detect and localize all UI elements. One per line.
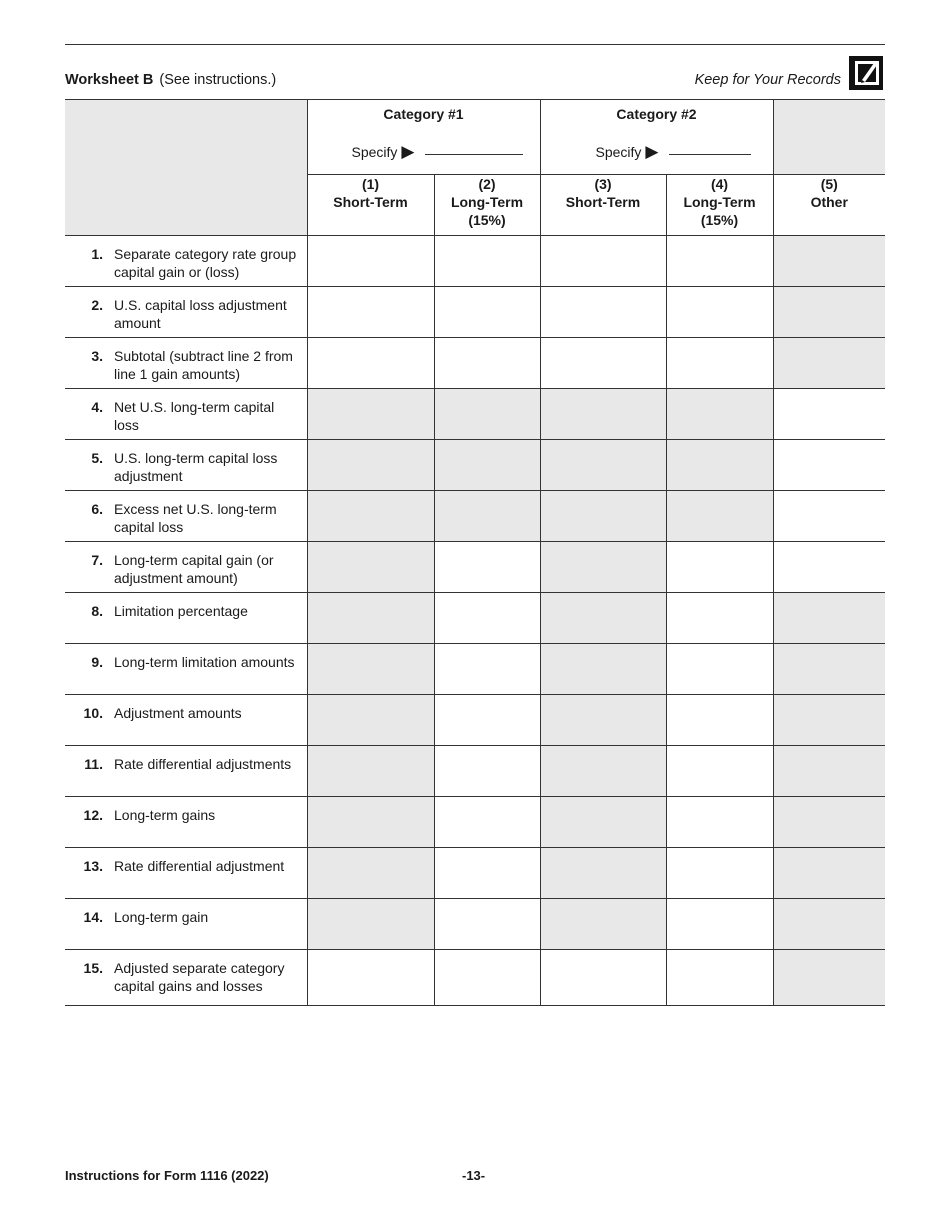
line-label-cell [65,644,307,695]
worksheet-header [65,72,841,92]
shaded-cell [540,389,666,440]
line-label-cell [65,746,307,797]
shaded-cell [307,542,434,593]
category-2-specify [541,142,773,162]
entry-cell-col-4[interactable] [666,236,773,287]
line-number: 9. [91,654,103,670]
shaded-cell [307,797,434,848]
category-1-specify-field[interactable] [425,154,523,155]
line-label [65,542,307,587]
line-label [65,899,307,926]
line-text: Excess net U.S. long-term capital loss [114,501,277,535]
shaded-cell [307,746,434,797]
entry-cell-col-5[interactable] [773,542,885,593]
line-number: 15. [83,960,103,976]
line-number: 8. [91,603,103,619]
line-label [65,848,307,875]
entry-cell-col-3[interactable] [540,950,666,1006]
entry-cell-col-3[interactable] [540,236,666,287]
category-2-title: Category #2 [616,106,697,122]
shaded-cell [773,644,885,695]
shaded-cell [540,797,666,848]
entry-cell-col-1[interactable] [307,287,434,338]
shaded-cell [307,695,434,746]
entry-cell-col-2[interactable] [434,695,540,746]
line-label [65,746,307,773]
category-2-specify-field[interactable] [669,154,751,155]
shaded-cell [540,593,666,644]
line-label-cell [65,236,307,287]
entry-cell-col-2[interactable] [434,899,540,950]
entry-cell-col-5[interactable] [773,491,885,542]
other-header-blank [773,100,885,175]
line-label-cell [65,287,307,338]
shaded-cell [773,950,885,1006]
category-1-specify [308,142,540,162]
line-number: 13. [83,858,103,874]
line-label [65,695,307,722]
line-label [65,950,307,995]
shaded-cell [434,389,540,440]
entry-cell-col-4[interactable] [666,848,773,899]
table-row [65,389,885,440]
entry-cell-col-2[interactable] [434,797,540,848]
line-text: U.S. long-term capital loss adjustment [114,450,278,484]
line-number: 2. [91,297,103,313]
line-label-cell [65,338,307,389]
line-label [65,389,307,434]
line-label [65,797,307,824]
line-text: U.S. capital loss adjustment amount [114,297,287,331]
entry-cell-col-1[interactable] [307,950,434,1006]
header-row-categories [65,100,885,175]
line-text: Subtotal (subtract line 2 from line 1 gain amounts) [114,348,293,382]
category-1-title: Category #1 [383,106,464,122]
shaded-cell [773,287,885,338]
entry-cell-col-2[interactable] [434,593,540,644]
entry-cell-col-4[interactable] [666,899,773,950]
line-text: Long-term capital gain (or adjustment amount) [114,552,274,586]
specify-label: Specify [351,144,398,160]
category-2-header [540,100,773,175]
line-label [65,491,307,536]
line-label-cell [65,542,307,593]
entry-cell-col-2[interactable] [434,287,540,338]
table-row [65,542,885,593]
entry-cell-col-2[interactable] [434,644,540,695]
entry-cell-col-2[interactable] [434,848,540,899]
table-row [65,287,885,338]
line-number: 1. [91,246,103,262]
shaded-cell [773,338,885,389]
line-label [65,644,307,671]
table-row [65,593,885,644]
line-text: Separate category rate group capital gain or (loss) [114,246,297,280]
footer-page-number: -13- [462,1168,486,1183]
shaded-cell [773,695,885,746]
shaded-cell [307,644,434,695]
top-rule [65,44,885,45]
shaded-cell [773,797,885,848]
line-label-cell [65,899,307,950]
table-row [65,950,885,1006]
line-label-cell [65,440,307,491]
line-label [65,593,307,620]
table-row [65,797,885,848]
line-number: 11. [84,756,103,772]
pencil-icon [849,56,883,90]
line-text: Adjusted separate category capital gains and losses [114,960,285,994]
line-text: Net U.S. long-term capital loss [114,399,275,433]
line-text: Adjustment amounts [114,705,242,721]
table-row [65,491,885,542]
entry-cell-col-4[interactable] [666,287,773,338]
shaded-cell [666,440,773,491]
table-row [65,848,885,899]
table-row [65,236,885,287]
shaded-cell [666,491,773,542]
shaded-cell [773,746,885,797]
shaded-cell [540,848,666,899]
line-number: 3. [91,348,103,364]
line-number: 14. [83,909,103,925]
line-label-cell [65,593,307,644]
worksheet-table [65,99,885,1006]
table-row [65,338,885,389]
column-2-header: (2) Long-Term (15%) [434,175,540,236]
shaded-cell [540,899,666,950]
keep-for-records: Keep for Your Records [694,72,841,88]
entry-cell-col-2[interactable] [434,746,540,797]
entry-cell-col-4[interactable] [666,542,773,593]
entry-cell-col-5[interactable] [773,389,885,440]
line-label-cell [65,950,307,1006]
shaded-cell [540,542,666,593]
shaded-cell [434,491,540,542]
shaded-cell [307,848,434,899]
shaded-cell [773,848,885,899]
entry-cell-col-4[interactable] [666,746,773,797]
line-text: Long-term limitation amounts [114,654,295,670]
column-4-header: (4) Long-Term (15%) [666,175,773,236]
line-text: Long-term gain [114,909,209,925]
entry-cell-col-1[interactable] [307,338,434,389]
shaded-cell [307,593,434,644]
column-1-header: (1) Short-Term [307,175,434,236]
line-text: Rate differential adjustments [114,756,292,772]
entry-cell-col-4[interactable] [666,338,773,389]
shaded-cell [773,236,885,287]
entry-cell-col-4[interactable] [666,644,773,695]
line-number: 7. [91,552,103,568]
line-label-cell [65,695,307,746]
line-label [65,440,307,485]
shaded-cell [540,746,666,797]
line-number: 4. [91,399,103,415]
line-text: Rate differential adjustment [114,858,285,874]
shaded-cell [434,440,540,491]
triangle-right-icon: ▶ [401,142,415,161]
entry-cell-col-2[interactable] [434,338,540,389]
line-label [65,287,307,332]
line-label-cell [65,491,307,542]
line-label-cell [65,797,307,848]
table-row [65,899,885,950]
entry-cell-col-4[interactable] [666,695,773,746]
line-label [65,236,307,281]
entry-cell-col-4[interactable] [666,593,773,644]
entry-cell-col-2[interactable] [434,542,540,593]
shaded-cell [540,695,666,746]
entry-cell-col-1[interactable] [307,236,434,287]
worksheet-subtitle: (See instructions.) [159,72,277,88]
entry-cell-col-2[interactable] [434,950,540,1006]
entry-cell-col-4[interactable] [666,797,773,848]
line-number: 12. [83,807,103,823]
entry-cell-col-3[interactable] [540,338,666,389]
line-number: 6. [91,501,103,517]
table-row [65,440,885,491]
line-label-cell [65,848,307,899]
footer-form-name: Instructions for Form 1116 (2022) [65,1168,269,1183]
entry-cell-col-5[interactable] [773,440,885,491]
entry-cell-col-3[interactable] [540,287,666,338]
shaded-cell [307,440,434,491]
shaded-cell [307,389,434,440]
shaded-cell [773,899,885,950]
column-3-header: (3) Short-Term [540,175,666,236]
triangle-right-icon: ▶ [645,142,659,161]
table-row [65,644,885,695]
shaded-cell [773,593,885,644]
entry-cell-col-2[interactable] [434,236,540,287]
line-text: Limitation percentage [114,603,248,619]
category-1-header [307,100,540,175]
specify-label: Specify [595,144,642,160]
shaded-cell [540,491,666,542]
table-row [65,746,885,797]
worksheet-title: Worksheet B [65,72,154,88]
line-number: 5. [91,450,103,466]
shaded-cell [540,440,666,491]
entry-cell-col-4[interactable] [666,950,773,1006]
column-5-header: (5) Other [773,175,885,236]
shaded-cell [307,899,434,950]
line-text: Long-term gains [114,807,216,823]
shaded-cell [307,491,434,542]
line-number: 10. [83,705,103,721]
line-label [65,338,307,383]
header-blank-cell [65,100,307,236]
shaded-cell [666,389,773,440]
table-row [65,695,885,746]
line-label-cell [65,389,307,440]
shaded-cell [540,644,666,695]
